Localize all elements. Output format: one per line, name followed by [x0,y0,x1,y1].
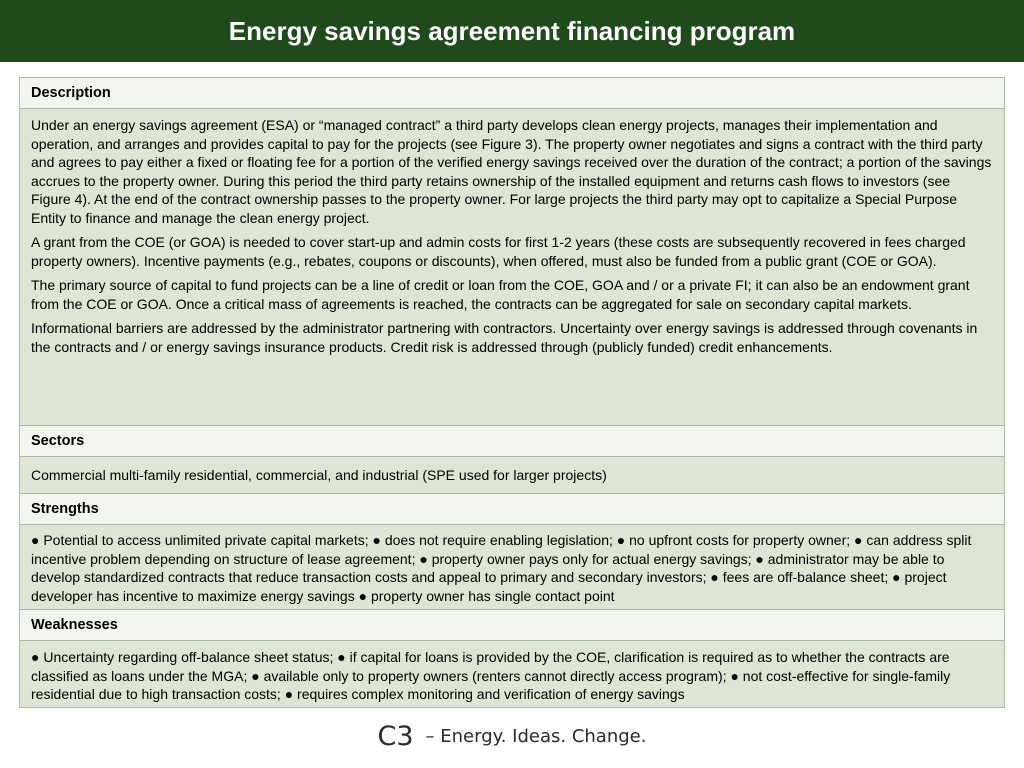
description-paragraph: The primary source of capital to fund projects can be a line of credit or loan from the COE, GOA and / or a private FI; it can also be an endowment grant from the COE or GOA. Once a critical mass of agreements is reached, the contracts can be aggregated for sale on secondary capital markets. [31,277,970,312]
footer [0,716,1024,756]
footer-tagline: – Energy. Ideas. Change. [425,725,647,747]
description-body [20,109,1004,426]
description-heading: Description [20,78,1004,109]
weaknesses-body [20,641,1004,707]
weaknesses-text: ● Uncertainty regarding off-balance sheet status; ● if capital for loans is provided by the COE, clarification is required as to whether the contracts are classified as loans under the MGA; ● available only to property owners (renters cannot directly access program); ● not cost-effective for single-family residential due to high transaction costs; ● requires complex monitoring and verification of energy savings [31,649,951,702]
c3-logo: C3 [377,720,414,752]
description-paragraph: Under an energy savings agreement (ESA) or “managed contract” a third party develops clean energy projects, manages their implementation and operation, and arranges and provides capital to pay for the projects (see Figure 3). The property owner negotiates and signs a contract with the third party and agrees to pay either a fixed or floating fee for a portion of the verified energy savings received over the duration of the contract; a portion of the savings accrues to the property owner. During this period the third party retains ownership of the installed equipment and returns cash flows to investors (see Figure 4). At the end of the contract ownership passes to the property owner. For large projects the third party may opt to capitalize a Special Purpose Entity to finance and manage the clean energy project. [31,117,992,226]
title-bar [0,0,1024,62]
description-paragraph: Informational barriers are addressed by the administrator partnering with contractors. Uncertainty over energy savings is addressed through covenants in the contracts and / or energy savings insurance products. Credit risk is addressed through (publicly funded) credit enhancements. [31,320,978,355]
strengths-heading: Strengths [20,494,1004,525]
page-title: Energy savings agreement financing program [228,15,796,46]
sectors-heading: Sectors [20,426,1004,457]
strengths-text: ● Potential to access unlimited private capital markets; ● does not require enabling legislation; ● no upfront costs for property owner; ● can address split incentive problem depending on structure of lease agreement; ● property owner pays only for actual energy savings; ● administrator may be able to develop standardized contracts that reduce transaction costs and appeal to primary and secondary investors; ● fees are off-balance sheet; ● project developer has incentive to maximize energy savings ● property owner has single contact point [31,532,972,604]
sectors-text: Commercial multi-family residential, commercial, and industrial (SPE used for larger projects) [31,466,607,483]
weaknesses-heading: Weaknesses [20,610,1004,641]
program-table [19,77,1005,708]
strengths-body [20,525,1004,610]
sectors-body [20,457,1004,494]
description-paragraph: A grant from the COE (or GOA) is needed to cover start-up and admin costs for first 1-2 years (these costs are subsequently recovered in fees charged property owners). Incentive payments (e.g., rebates, coupons or discounts), when offered, must also be funded from a public grant (COE or GOA). [31,234,966,269]
